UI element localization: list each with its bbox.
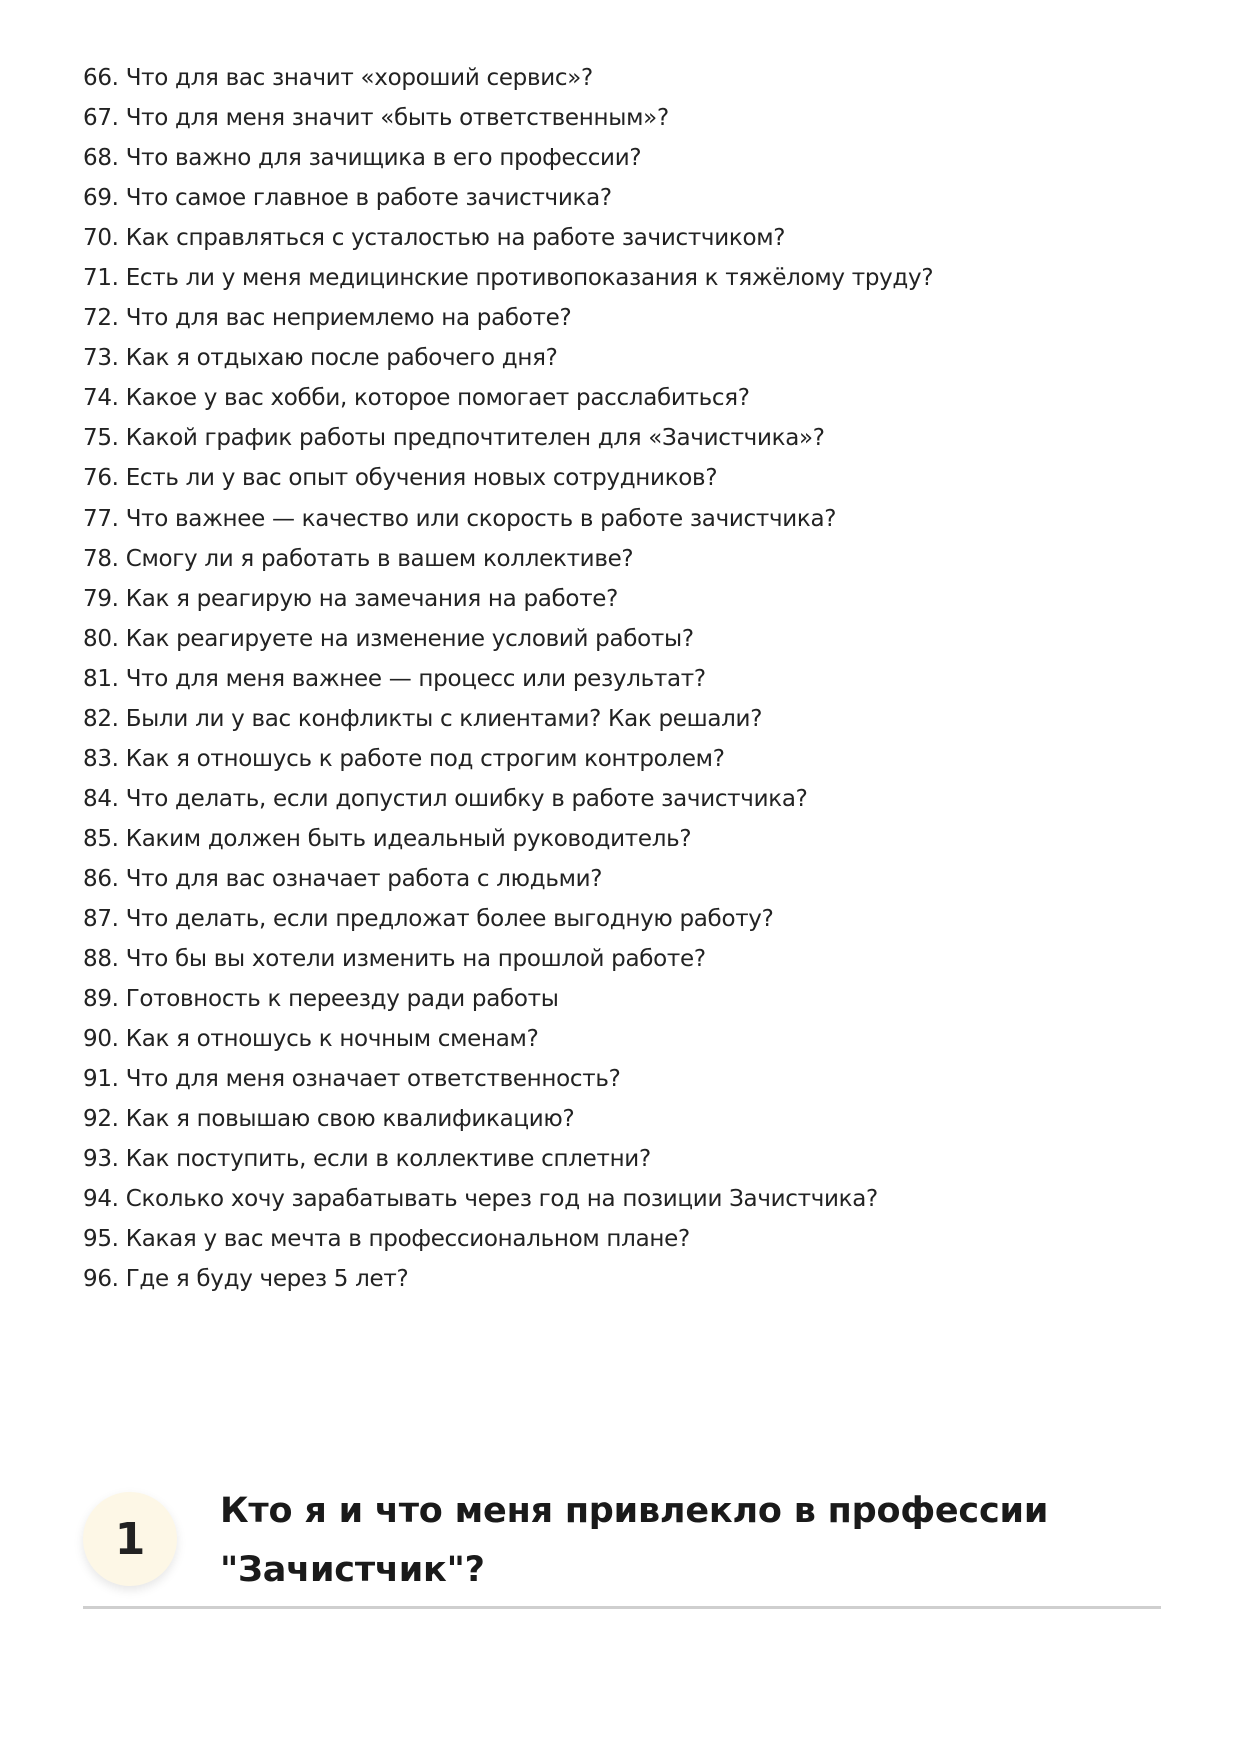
question-item: 89. Готовность к переезду ради работы [83, 986, 559, 1013]
question-item: 85. Каким должен быть идеальный руководитель? [83, 825, 692, 852]
question-item: 73. Как я отдыхаю после рабочего дня? [83, 345, 558, 372]
section-header [83, 1482, 1161, 1609]
question-item: 91. Что для меня означает ответственность? [83, 1066, 621, 1093]
question-item: 68. Что важно для зачищика в его профессии? [83, 145, 642, 172]
question-item: 76. Есть ли у вас опыт обучения новых сотрудников? [83, 465, 718, 492]
section-title [220, 1482, 1100, 1600]
question-item: 78. Смогу ли я работать в вашем коллективе? [83, 545, 634, 572]
section-title-line-2: "Зачистчик"? [220, 1550, 485, 1590]
question-item: 90. Как я отношусь к ночным сменам? [83, 1026, 539, 1053]
question-item: 67. Что для меня значит «быть ответственным»? [83, 105, 669, 132]
question-item: 83. Как я отношусь к работе под строгим контролем? [83, 745, 725, 772]
question-item: 80. Как реагируете на изменение условий работы? [83, 625, 694, 652]
question-item: 86. Что для вас означает работа с людьми? [83, 865, 603, 892]
question-item: 94. Сколько хочу зарабатывать через год на позиции Зачистчика? [83, 1186, 878, 1213]
question-item: 93. Как поступить, если в коллективе сплетни? [83, 1146, 651, 1173]
question-item: 72. Что для вас неприемлемо на работе? [83, 305, 572, 332]
question-item: 77. Что важнее — качество или скорость в работе зачистчика? [83, 505, 837, 532]
question-item: 79. Как я реагирую на замечания на работе? [83, 585, 619, 612]
question-item: 69. Что самое главное в работе зачистчика? [83, 185, 612, 212]
question-item: 88. Что бы вы хотели изменить на прошлой работе? [83, 946, 706, 973]
question-item: 84. Что делать, если допустил ошибку в работе зачистчика? [83, 785, 808, 812]
question-item: 92. Как я повышаю свою квалификацию? [83, 1106, 575, 1133]
question-item: 70. Как справляться с усталостью на работе зачистчиком? [83, 225, 786, 252]
section-title-line-1: Кто я и что меня привлекло в профессии [220, 1491, 1049, 1531]
section-number-badge: 1 [83, 1492, 177, 1586]
question-item: 96. Где я буду через 5 лет? [83, 1266, 409, 1293]
question-item: 74. Какое у вас хобби, которое помогает расслабиться? [83, 385, 750, 412]
question-item: 75. Какой график работы предпочтителен для «Зачистчика»? [83, 425, 825, 452]
question-item: 81. Что для меня важнее — процесс или результат? [83, 665, 706, 692]
question-item: 87. Что делать, если предложат более выгодную работу? [83, 905, 774, 932]
question-item: 95. Какая у вас мечта в профессиональном плане? [83, 1226, 690, 1253]
question-item: 82. Были ли у вас конфликты с клиентами? Как решали? [83, 705, 763, 732]
question-item: 71. Есть ли у меня медицинские противопоказания к тяжёлому труду? [83, 265, 934, 292]
question-item: 66. Что для вас значит «хороший сервис»? [83, 65, 593, 91]
question-list [83, 58, 1163, 1299]
